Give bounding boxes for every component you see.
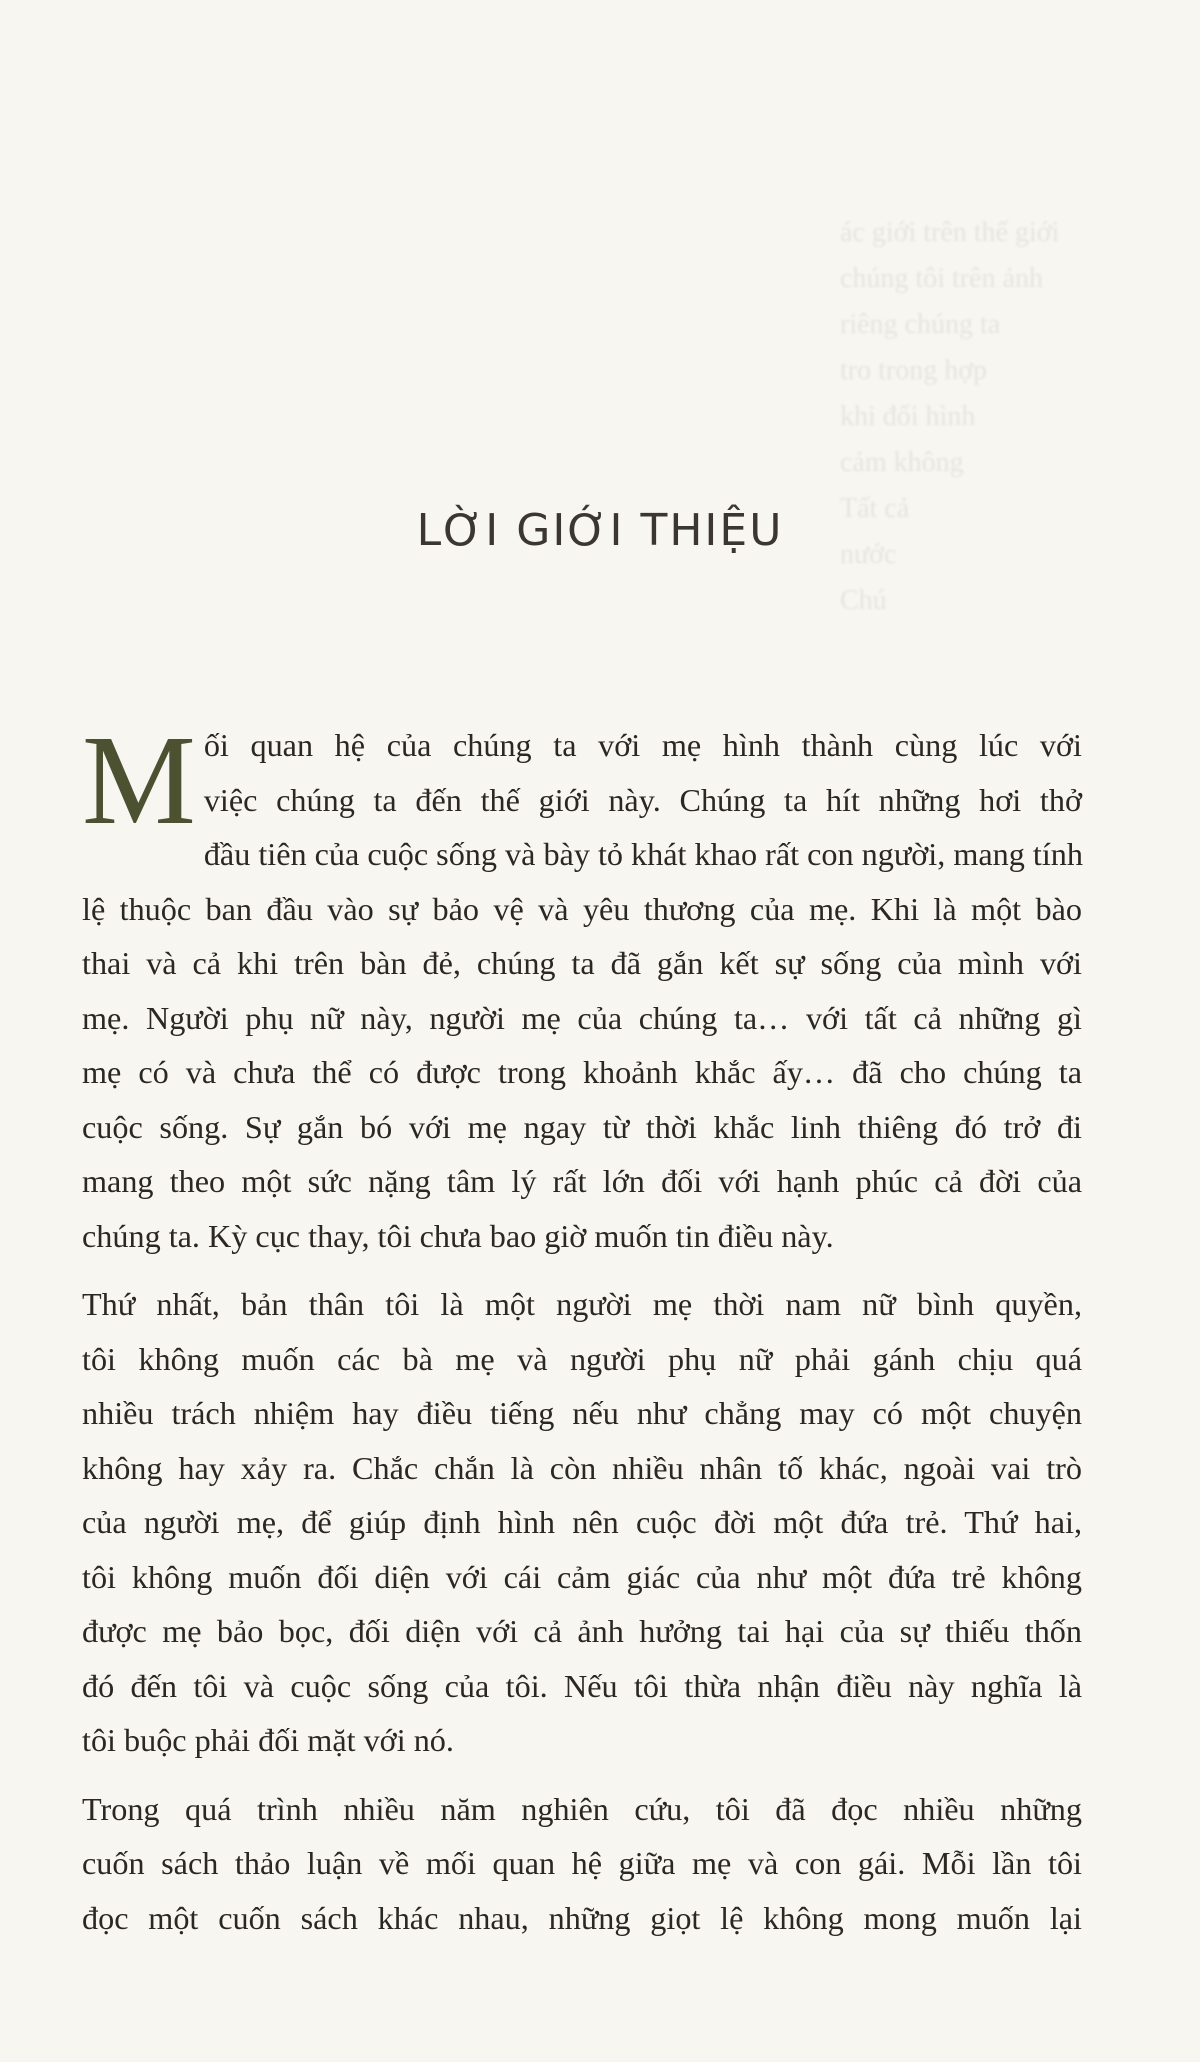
text-line: mẹ có và chưa thể có được trong khoảnh khắc ấy… đã cho chúng ta — [82, 1054, 1082, 1090]
bleed-line: cảm không — [840, 447, 964, 478]
bleed-line: Tất cả — [840, 493, 910, 524]
show-through-text — [840, 210, 1110, 710]
text-line: Trong quá trình nhiều năm nghiên cứu, tôi đã đọc nhiều những — [82, 1790, 1082, 1827]
text-line: mang theo một sức nặng tâm lý rất lớn đối với hạnh phúc cả đời của — [82, 1163, 1082, 1199]
paragraph-3 — [82, 1782, 1082, 1946]
bleed-line: tro trong hợp — [840, 355, 988, 386]
bleed-line: chúng tôi trên ảnh — [840, 263, 1043, 294]
text-line: đầu tiên của cuộc sống và bày tỏ khát khao rất con người, mang tính — [203, 836, 1083, 872]
text-line: việc chúng ta đến thế giới này. Chúng ta hít những hơi thở — [203, 781, 1082, 818]
text-line: Thứ nhất, bản thân tôi là một người mẹ thời nam nữ bình quyền, — [82, 1286, 1082, 1322]
text-line: tôi không muốn đối diện với cái cảm giác của như một đứa trẻ không — [82, 1558, 1082, 1595]
text-line: đó đến tôi và cuộc sống của tôi. Nếu tôi thừa nhận điều này nghĩa là — [82, 1667, 1082, 1704]
paragraph-1 — [82, 709, 1083, 1263]
text-line: được mẹ bảo bọc, đối diện với cả ảnh hưởng tai hại của sự thiếu thốn — [82, 1613, 1082, 1649]
text-line: của người mẹ, để giúp định hình nên cuộc đời một đứa trẻ. Thứ hai, — [82, 1504, 1082, 1540]
text-line: ối quan hệ của chúng ta với mẹ hình thành cùng lúc với — [203, 727, 1082, 763]
text-line: cuốn sách thảo luận về mối quan hệ giữa mẹ và con gái. Mỗi lần tôi — [82, 1845, 1082, 1881]
text-line: đọc một cuốn sách khác nhau, những giọt lệ không mong muốn lại — [82, 1899, 1082, 1936]
drop-cap: M — [82, 709, 196, 851]
bleed-line: Chú — [840, 585, 887, 616]
text-line: mẹ. Người phụ nữ này, người mẹ của chúng ta… với tất cả những gì — [82, 999, 1082, 1036]
bleed-line: nước — [840, 539, 897, 570]
text-line: thai và cả khi trên bàn đẻ, chúng ta đã gắn kết sự sống của mình với — [82, 945, 1082, 981]
text-line: không hay xảy ra. Chắc chắn là còn nhiều nhân tố khác, ngoài vai trò — [82, 1449, 1082, 1486]
text-line: chúng ta. Kỳ cục thay, tôi chưa bao giờ muốn tin điều này. — [82, 1217, 834, 1254]
bleed-line: riêng chúng ta — [840, 309, 1001, 340]
bleed-line: khi đối hình — [840, 401, 976, 432]
text-line: cuộc sống. Sự gắn bó với mẹ ngay từ thời khắc linh thiêng đó trở đi — [82, 1108, 1082, 1145]
chapter-heading: LỜI GIỚI THIỆU — [416, 505, 784, 556]
text-line: tôi buộc phải đối mặt với nó. — [82, 1722, 454, 1758]
text-line: lệ thuộc ban đầu vào sự bảo vệ và yêu thương của mẹ. Khi là một bào — [82, 890, 1082, 927]
bleed-line: ác giới trên thế giới — [840, 217, 1060, 248]
text-line: tôi không muốn các bà mẹ và người phụ nữ phải gánh chịu quá — [82, 1340, 1082, 1377]
paragraph-2 — [82, 1277, 1082, 1768]
text-line: nhiều trách nhiệm hay điều tiếng nếu như chẳng may có một chuyện — [82, 1395, 1082, 1431]
body-text — [82, 709, 1083, 1959]
